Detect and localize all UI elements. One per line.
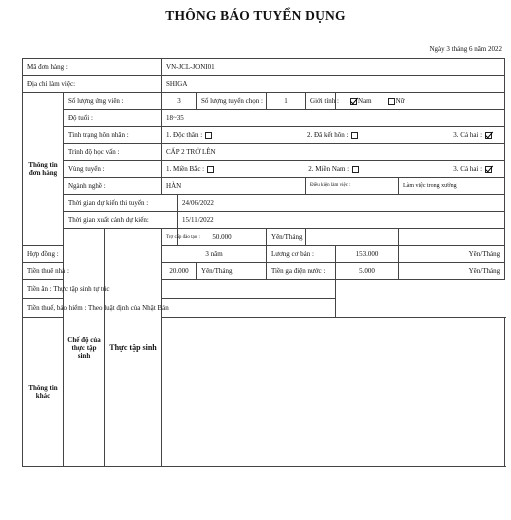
training-allowance-label: Trợ cấp đào tạo : xyxy=(162,229,178,246)
checkbox-checked-icon[interactable] xyxy=(485,166,492,173)
notice-date: Ngày 3 tháng 6 năm 2022 xyxy=(429,45,502,53)
region-label: Vùng tuyển : xyxy=(64,161,162,178)
order-code-value: VN-JCL-JONI01 xyxy=(162,59,505,76)
departure-date-label: Thời gian xuất cảnh dự kiến: xyxy=(64,212,178,229)
checkbox-icon[interactable] xyxy=(207,166,214,173)
applicants-value: 3 xyxy=(162,93,197,110)
base-salary-value: 153.000 xyxy=(336,246,399,263)
training-allowance-value: 50.000 xyxy=(178,229,267,246)
rent-value: 20.000 xyxy=(162,263,197,280)
marital-options xyxy=(162,127,505,144)
utilities-value: 5.000 xyxy=(336,263,399,280)
checkbox-checked-icon[interactable] xyxy=(350,98,357,105)
marital-option-single[interactable]: 1. Độc thân : xyxy=(166,131,212,139)
gender-options xyxy=(336,93,505,110)
applicants-label: Số lượng ứng viên : xyxy=(64,93,162,110)
utilities-unit: Yên/Tháng xyxy=(399,263,505,280)
intern-sub-label: Thực tập sinh xyxy=(105,229,162,467)
work-condition-value: Làm việc trong xưởng xyxy=(399,178,505,195)
tax-insurance-note: Tiền thuế, bảo hiểm : Theo luật định của Nhật Bản xyxy=(23,299,336,318)
region-option-south[interactable]: 2. Miền Nam : xyxy=(308,165,359,173)
checkbox-icon[interactable] xyxy=(388,98,395,105)
order-code-label: Mã đơn hàng : xyxy=(23,59,162,76)
work-condition-label: Điều kiện làm việc : xyxy=(306,178,399,195)
gender-option-male[interactable]: Nam xyxy=(350,97,372,105)
job-value: HÀN xyxy=(162,178,306,195)
other-info-section-label: Thông tin khác xyxy=(23,318,64,467)
age-value: 18~35 xyxy=(162,110,505,127)
recruitment-form-table xyxy=(22,58,505,467)
rent-unit: Yên/Tháng xyxy=(197,263,267,280)
checkbox-icon[interactable] xyxy=(351,132,358,139)
base-salary-label: Lương cơ bản : xyxy=(267,246,336,263)
interview-date-label: Thời gian dự kiến thi tuyển : xyxy=(64,195,178,212)
utilities-label: Tiền ga điện nước : xyxy=(267,263,336,280)
age-label: Độ tuổi : xyxy=(64,110,162,127)
hired-label: Số lượng tuyển chọn : xyxy=(197,93,267,110)
marital-option-both[interactable]: 3. Cả hai : xyxy=(453,131,492,139)
order-info-section-label: Thông tin đơn hàng xyxy=(23,93,64,246)
region-options xyxy=(162,161,505,178)
education-label: Trình độ học vấn : xyxy=(64,144,162,161)
checkbox-icon[interactable] xyxy=(352,166,359,173)
marital-option-married[interactable]: 2. Đã kết hôn : xyxy=(307,131,358,139)
contract-value: 3 năm xyxy=(162,246,267,263)
page-title: THÔNG BÁO TUYỂN DỤNG xyxy=(165,8,346,23)
departure-date-value: 15/11/2022 xyxy=(178,212,505,229)
marital-label: Tình trạng hôn nhân : xyxy=(64,127,162,144)
training-allowance-unit: Yên/Tháng xyxy=(267,229,306,246)
interview-date-value: 24/06/2022 xyxy=(178,195,505,212)
region-option-both[interactable]: 3. Cả hai : xyxy=(453,165,492,173)
checkbox-icon[interactable] xyxy=(205,132,212,139)
meals-note: Tiền ăn : Thực tập sinh tự túc xyxy=(23,280,336,299)
checkbox-checked-icon[interactable] xyxy=(485,132,492,139)
base-salary-unit: Yên/Tháng xyxy=(399,246,505,263)
gender-label: Giới tính : xyxy=(306,93,336,110)
hired-value: 1 xyxy=(267,93,306,110)
rent-label: Tiền thuê nhà : xyxy=(23,263,64,280)
region-option-north[interactable]: 1. Miền Bắc : xyxy=(166,165,214,173)
contract-label: Hợp đồng : xyxy=(23,246,64,263)
other-info-content xyxy=(162,318,505,467)
gender-option-female[interactable]: Nữ xyxy=(388,97,405,105)
work-location-label: Địa chỉ làm việc: xyxy=(23,76,162,93)
benefits-section-label: Chế độ của thực tập sinh xyxy=(64,229,105,467)
job-label: Ngành nghề : xyxy=(64,178,162,195)
education-value: CẤP 2 TRỞ LÊN xyxy=(162,144,505,161)
work-location-value: SHIGA xyxy=(162,76,505,93)
